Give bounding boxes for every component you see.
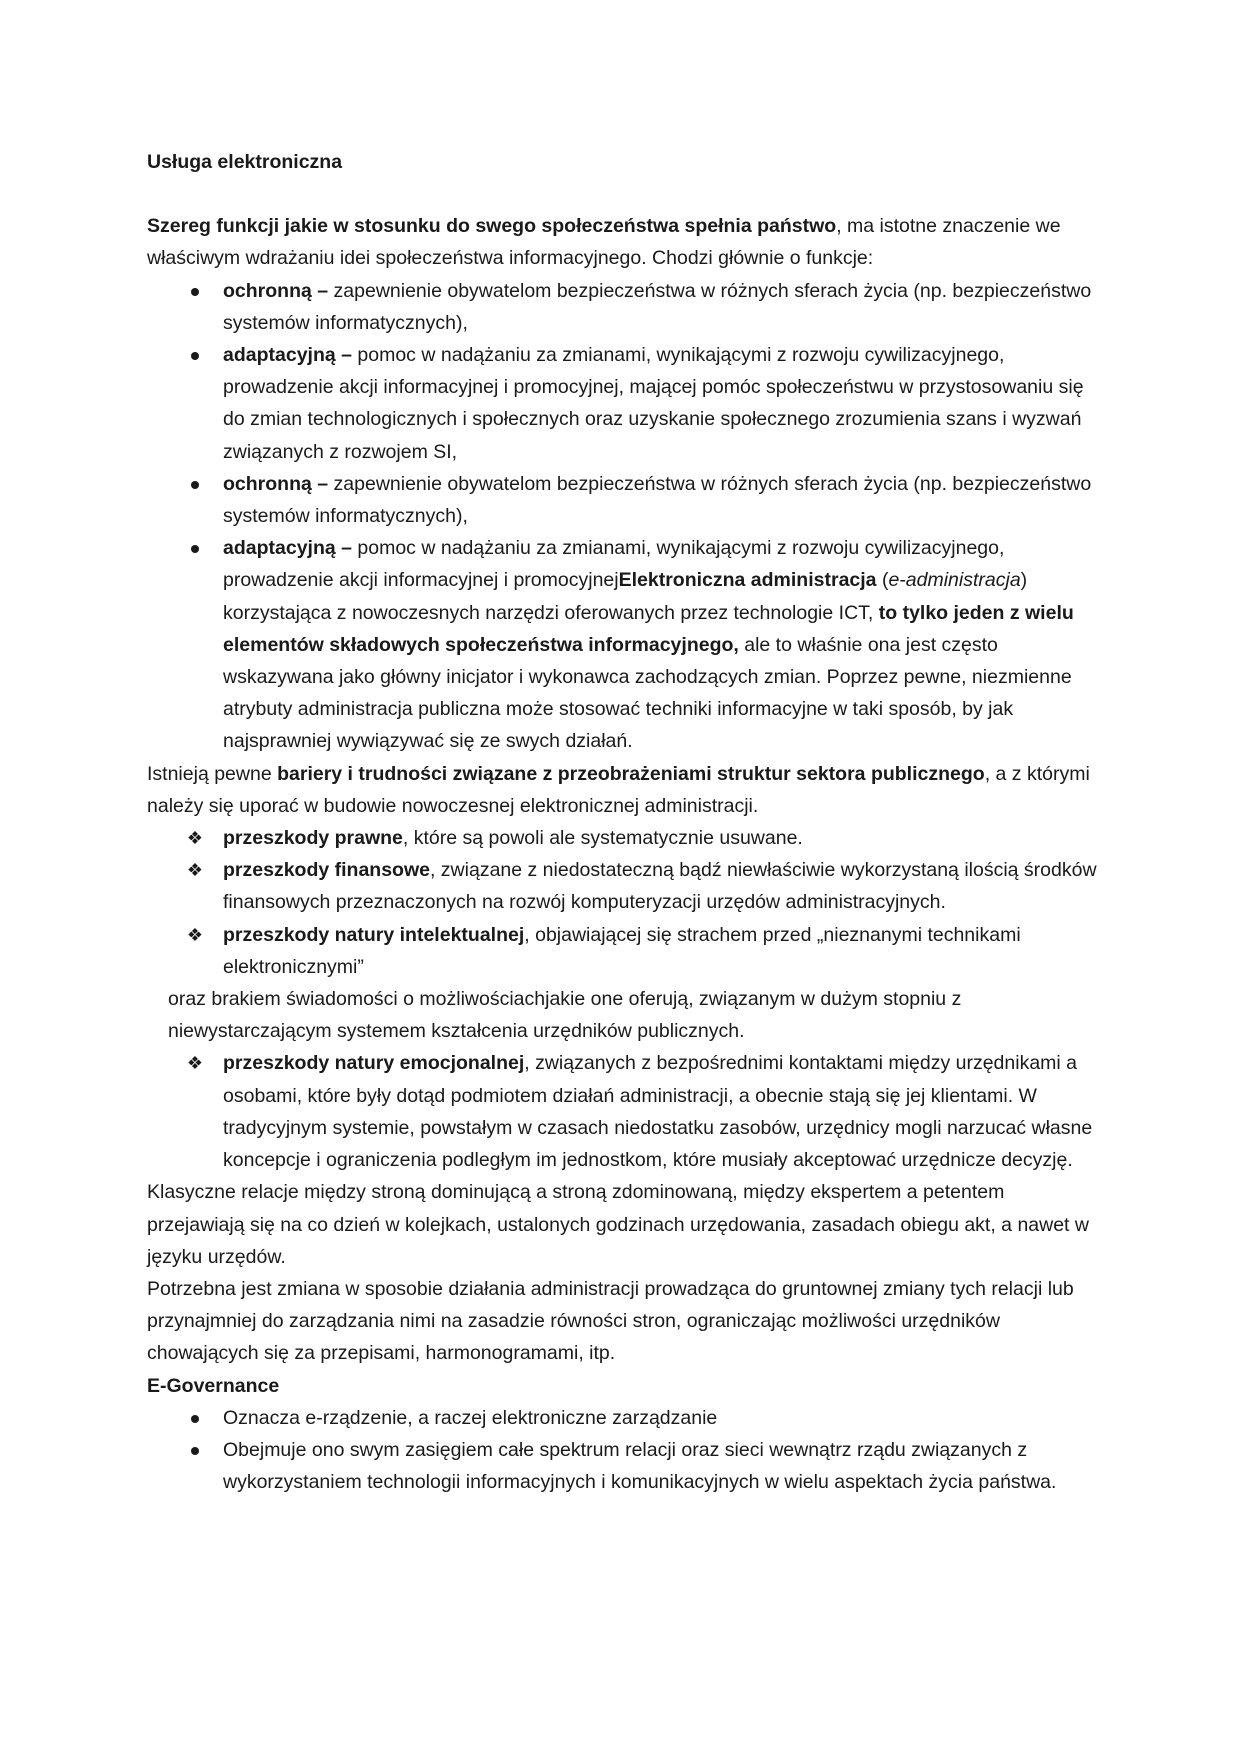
item-bold: przeszkody prawne bbox=[223, 827, 403, 850]
item-bold: przeszkody natury intelektualnej bbox=[223, 923, 525, 946]
list-item bbox=[147, 854, 1097, 918]
bullet-diamond-icon: ❖ bbox=[186, 1053, 204, 1074]
bullet-diamond-icon: ❖ bbox=[186, 828, 204, 849]
list-item bbox=[147, 1047, 1097, 1176]
item-bold: przeszkody finansowe bbox=[223, 859, 430, 882]
barriers-continuation: oraz brakiem świadomości o możliwościachjakie one oferują, związanym w dużym stopniu z niewystarczającym systemem kształcenia urzędników publicznych. bbox=[168, 988, 962, 1043]
item-text: zapewnienie obywatelom bezpieczeństwa w różnych sferach życia (np. bezpieczeństwo systemów informatycznych), bbox=[223, 279, 1092, 334]
intro-bold: Szereg funkcji jakie w stosunku do swego społeczeństwa spełnia państwo bbox=[147, 215, 837, 238]
intro-text: , ma istotne znaczenie we właściwym wdrażaniu idei społeczeństwa informacyjnego. Chodzi głównie o funkcje: bbox=[147, 215, 1061, 270]
bullet-dot-icon bbox=[185, 275, 205, 307]
list-item bbox=[147, 532, 1097, 757]
item-text: ale to właśnie ona jest często wskazywana jako główny inicjator i wykonawca zachodzących zmian. Poprzez pewne, niezmienne atrybuty administracja publiczna może stosować techniki informacyjne w taki sposób, by jak najsprawniej wywiązywać się ze swych działań. bbox=[223, 633, 1072, 753]
item-text: pomoc w nadążaniu za zmianami, wynikającymi z rozwoju cywilizacyjnego, prowadzenie akcji informacyjnej i promocyjnej, mającej pomóc społeczeństwu w przystosowaniu się do zmian technologicznych i społecznych oraz uzyskanie społecznego zrozumienia szans i wyzwań związanych z rozwojem SI, bbox=[223, 344, 1084, 463]
intro-paragraph bbox=[147, 210, 1097, 274]
bullet-dot-icon bbox=[185, 532, 205, 564]
item-bold: to tylko jeden z wielu elementów składowych społeczeństwa informacyjnego, bbox=[223, 601, 1074, 656]
item-text: , związanych z bezpośrednimi kontaktami między urzędnikami a osobami, które były dotąd podmiotem działań administracji, a obecnie stają się jej klientami. W tradycyjnym systemie, powstałym w czasach niedostatku zasobów, urzędnicy mogli narzucać własne koncepcje i ograniczenia podległym im jednostkom, które musiały akceptować urzędnicze decyzję. bbox=[223, 1052, 1093, 1172]
bullet-dot-icon bbox=[185, 468, 205, 500]
item-text: , objawiającej się strachem przed „nieznanymi technikami elektronicznymi” bbox=[223, 923, 1021, 978]
item-bold: adaptacyjną – bbox=[223, 537, 358, 560]
list-item bbox=[147, 1434, 1097, 1498]
item-text: , związane z niedostateczną bądź niewłaściwie wykorzystaną ilością środków finansowych przeznaczonych na rozwój komputeryzacji urzędów administracyjnych. bbox=[223, 859, 1097, 914]
barriers-list bbox=[147, 822, 1097, 983]
item-text: ) korzystająca z nowoczesnych narzędzi oferowanych przez technologie ICT, bbox=[223, 569, 1028, 624]
item-bold: ochronną – bbox=[223, 472, 334, 495]
barriers-intro-paragraph: Istnieją pewne bariery i trudności związane z przeobrażeniami struktur sektora publicznego, a z którymi należy się uporać w budowie nowoczesnej elektronicznej administracji. bbox=[147, 762, 1090, 817]
list-item bbox=[147, 468, 1097, 532]
item-text: zapewnienie obywatelom bezpieczeństwa w różnych sferach życia (np. bezpieczeństwo systemów informatycznych), bbox=[223, 472, 1092, 528]
item-italic: e-administracja bbox=[888, 569, 1021, 592]
bullet-dot-icon bbox=[185, 339, 205, 371]
document-page bbox=[147, 146, 1097, 1498]
list-item bbox=[147, 822, 1097, 854]
functions-list bbox=[147, 275, 1097, 758]
item-bold: adaptacyjną – bbox=[223, 344, 358, 367]
change-paragraph: Potrzebna jest zmiana w sposobie działania administracji prowadząca do gruntownej zmiany tych relacji lub przynajmniej do zarządzania nimi na zasadzie równości stron, ograniczając możliwości urzędników chowających się za przepisami, harmonogramami, itp. bbox=[147, 1277, 1074, 1365]
list-item bbox=[147, 339, 1097, 468]
bullet-dot-icon bbox=[185, 1434, 205, 1466]
item-bold: przeszkody natury emocjonalnej bbox=[223, 1052, 525, 1075]
barriers-list-2 bbox=[147, 1047, 1097, 1176]
item-bold: ochronną – bbox=[223, 279, 334, 302]
list-item bbox=[147, 275, 1097, 339]
item-text: pomoc w nadążaniu za zmianami, wynikającymi z rozwoju cywilizacyjnego, prowadzenie akcji informacyjnej i promocyjnej bbox=[223, 537, 1005, 592]
item-bold: Elektroniczna administracja bbox=[618, 569, 877, 592]
relations-paragraph: Klasyczne relacje między stroną dominującą a stroną zdominowaną, między ekspertem a petentem przejawiają się na co dzień w kolejkach, ustalonych godzinach urzędowania, zasadach obiegu akt, a nawet w języku urzędów. bbox=[147, 1181, 1089, 1268]
egov-heading: E-Governance bbox=[147, 1374, 280, 1397]
item-text: , które są powoli ale systematycznie usuwane. bbox=[402, 827, 803, 850]
list-item bbox=[147, 1402, 1097, 1434]
bullet-diamond-icon: ❖ bbox=[186, 924, 204, 945]
bullet-dot-icon bbox=[185, 1402, 205, 1434]
item-text: Obejmuje ono swym zasięgiem całe spektrum relacji oraz sieci wewnątrz rządu związanych z wykorzystaniem technologii informacyjnych i komunikacyjnych w wielu aspektach życia państwa. bbox=[223, 1438, 1057, 1494]
item-text: Oznacza e-rządzenie, a raczej elektroniczne zarządzanie bbox=[223, 1406, 718, 1429]
list-item bbox=[147, 919, 1097, 983]
egov-list bbox=[147, 1402, 1097, 1499]
item-text: ( bbox=[876, 569, 889, 592]
document-title: Usługa elektroniczna bbox=[147, 151, 343, 173]
bullet-diamond-icon: ❖ bbox=[186, 860, 204, 881]
